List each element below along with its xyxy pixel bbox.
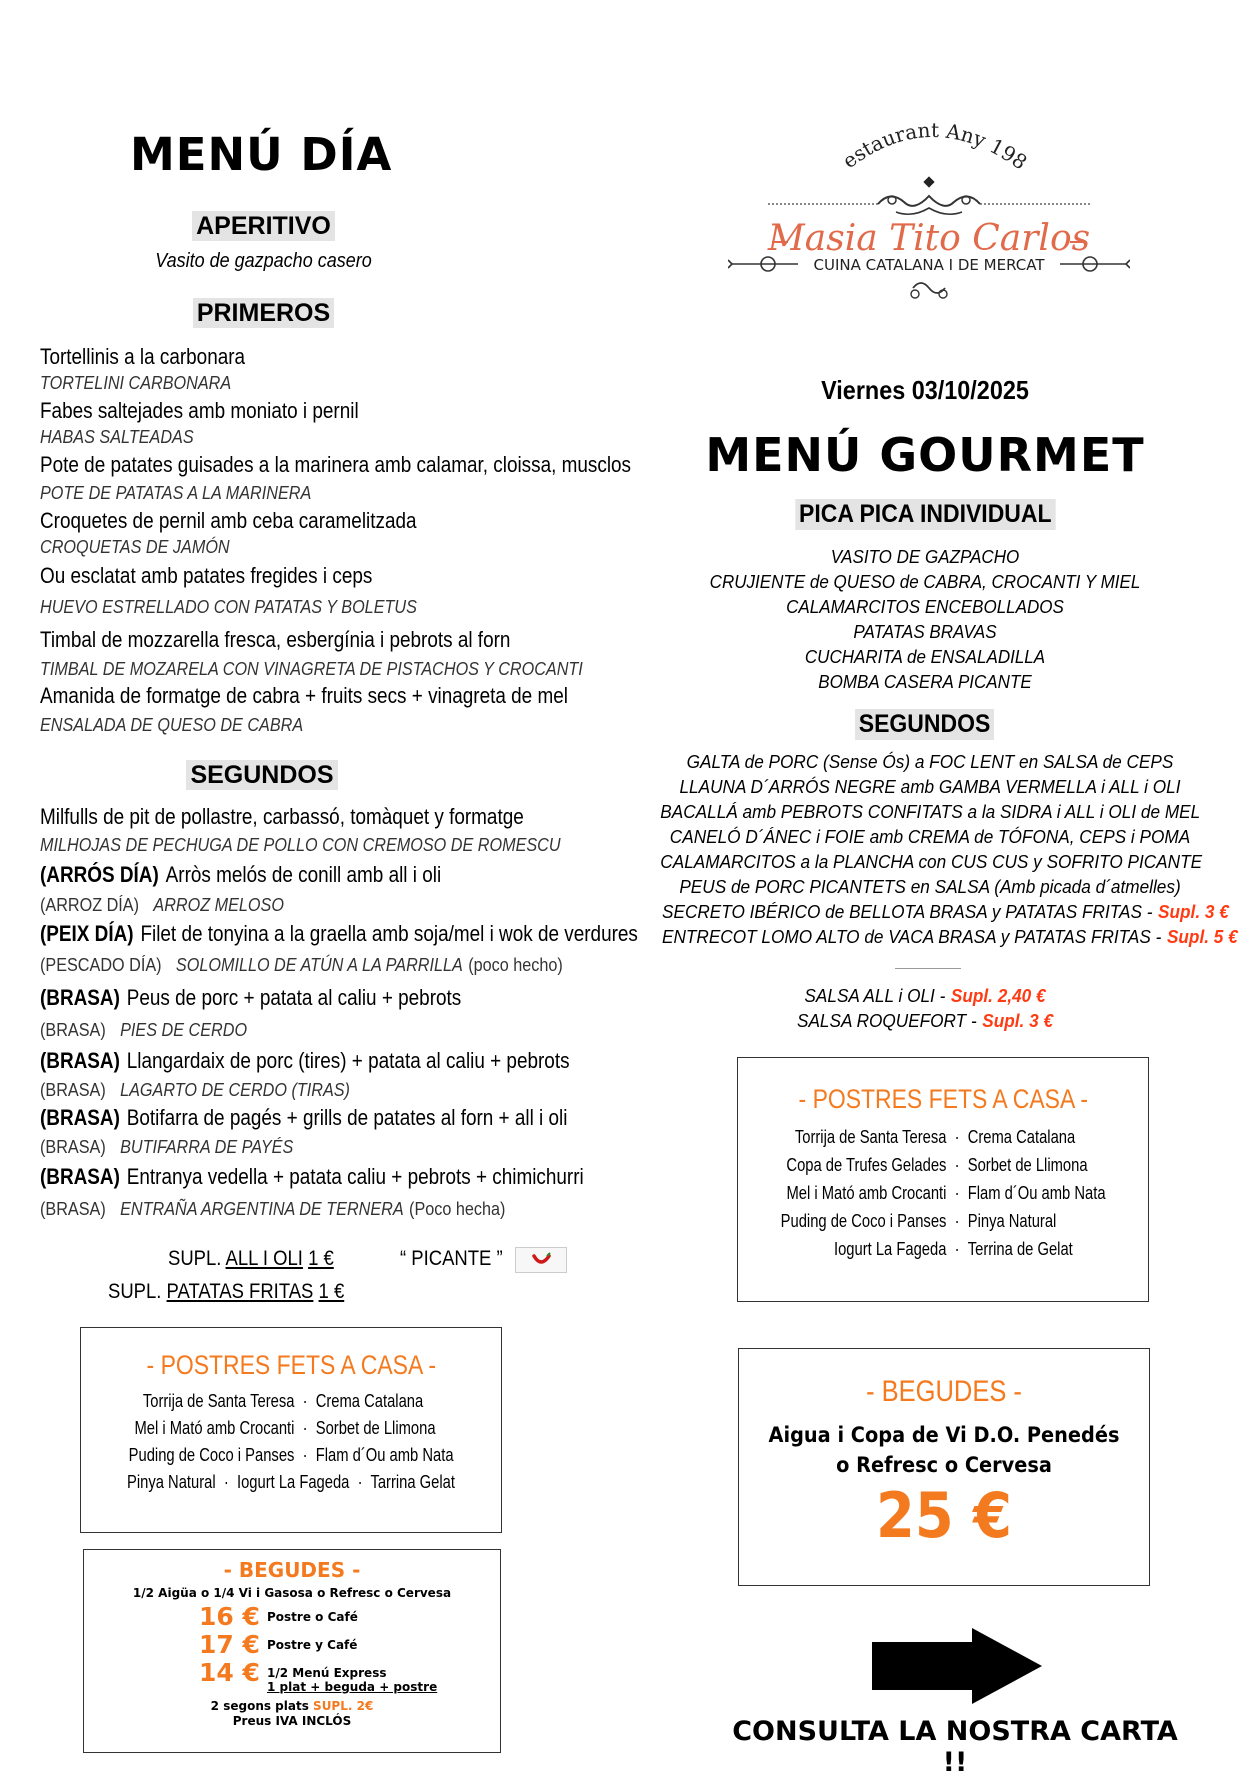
separator-dot: · [954,1211,960,1231]
left-begudes-box [83,1549,501,1753]
right-begudes-line2: o Refresc o Cervesa [836,1453,1052,1477]
postre-item: Torrija de Santa Teresa [794,1127,947,1147]
price-desc: Postre y Café [267,1638,358,1652]
menu-dia-title: MENÚ DÍA [130,128,393,181]
supl-prefix: SUPL. [108,1280,162,1303]
primero-name: Croquetes de pernil amb ceba caramelitzada [40,508,417,533]
supl-item-patatas: PATATAS FRITAS [166,1280,314,1303]
pica-item: CUCHARITA de ENSALADILLA [804,646,1046,667]
gourmet-segundo-item [660,826,1199,848]
gourmet-segundo-item [662,926,1238,948]
segundo-name [40,1105,567,1131]
segundo-tag: (BRASA) [40,1164,120,1189]
segundo-name [40,921,638,947]
right-postres-title: - POSTRES FETS A CASA - [798,1084,1088,1114]
primero-translation: TIMBAL DE MOZARELA CON VINAGRETA DE PISTACHOS Y CROCANTI [40,659,583,679]
right-postres-box [737,1057,1149,1302]
gourmet-segundo-supl: Supl. 5 € [1166,926,1238,947]
gourmet-segundos-heading: SEGUNDOS [855,709,994,740]
segundo-tag: (BRASA) [40,1048,120,1073]
left-begudes-footer2: Preus IVA INCLÓS [232,1714,352,1728]
segundo-translation-tag: (ARROZ DÍA) [40,895,139,915]
primero-name: Fabes saltejades amb moniato i pernil [40,398,359,423]
pica-heading: PICA PICA INDIVIDUAL [795,499,1055,530]
gourmet-segundo-item [660,751,1199,773]
consulta-carta: CONSULTA LA NOSTRA CARTA !! [732,1716,1178,1778]
gourmet-segundo-supl: Supl. 3 € [1158,901,1229,922]
segundo-translation-text: LAGARTO DE CERDO (TIRAS) [120,1080,350,1100]
pica-item: CRUJIENTE de QUESO de CABRA, CROCANTI Y MIEL [709,571,1141,592]
segundo-dish: Filet de tonyina a la graella amb soja/mel i wok de verdures [140,921,638,946]
postre-item: Copa de Trufes Gelades [786,1155,947,1175]
left-postres-title: - POSTRES FETS A CASA - [146,1350,436,1380]
right-arrow-icon [868,1628,1044,1704]
salsa-item [706,1010,1143,1032]
primero-name: Tortellinis a la carbonara [40,344,246,369]
menu-gourmet-title: MENÚ GOURMET [705,428,1145,482]
gourmet-segundo-item [660,851,1203,873]
logo-subtitle: CUINA CATALANA I DE MERCAT [813,256,1045,274]
gourmet-segundo-item [662,901,1229,923]
segundo-dish: Arròs melós de conill amb all i oli [165,862,442,887]
segundo-translation-text: ARROZ MELOSO [153,895,284,915]
price-row [199,1603,500,1631]
right-postres-grid [781,1127,1106,1260]
postre-item: Tarrina Gelat [370,1472,455,1492]
gourmet-segundo-text: BACALLÁ amb PEBROTS CONFITATS a la SIDRA i ALL i OLI de MEL [660,801,1201,822]
menu-price: 16 € [199,1602,260,1631]
salsa-supl: Supl. 2,40 € [950,985,1046,1006]
postre-item: Pinya Natural [127,1472,216,1492]
postre-item: Sorbet de Llimona [315,1418,436,1438]
segundo-name [40,804,524,830]
restaurant-logo [728,112,1130,312]
segundo-dish: Peus de porc + patata al caliu + pebrots [126,985,462,1010]
postre-item: Torrija de Santa Teresa [142,1391,295,1411]
segundo-translation-text: MILHOJAS DE PECHUGA DE POLLO CON CREMOSO DE ROMESCU [40,835,561,855]
postre-item: Puding de Coco i Panses [128,1445,295,1465]
segundo-dish: Entranya vedella + patata caliu + pebrots + chimichurri [126,1164,584,1189]
segundo-translation-text: SOLOMILLO DE ATÚN A LA PARRILLA [175,955,463,975]
separator-dot: · [302,1445,308,1465]
segundo-tag: (BRASA) [40,1105,120,1130]
postre-item: Puding de Coco i Panses [780,1211,947,1231]
price-desc-wrap [267,1603,358,1624]
menu-date: Viernes 03/10/2025 [821,375,1029,405]
separator-dot: · [954,1155,960,1175]
separator-dot: · [954,1239,960,1259]
postre-item: Terrina de Gelat [967,1239,1073,1259]
supl-prefix: SUPL. [168,1247,222,1270]
postre-item: Mel i Mató amb Crocanti [786,1183,947,1203]
gourmet-segundo-text: LLAUNA D´ARRÓS NEGRE amb GAMBA VERMELLA i ALL i OLI [679,776,1181,797]
left-postres-box [80,1327,502,1533]
primero-name: Timbal de mozzarella fresca, esbergínia i pebrots al forn [40,627,511,652]
segundo-tag: (PEIX DÍA) [40,921,134,946]
supl-price: 1 € [308,1247,334,1270]
segundo-name [40,1048,570,1074]
left-begudes-title: - BEGUDES - [223,1558,361,1582]
chili-icon [515,1247,567,1273]
aperitivo-heading: APERITIVO [192,211,335,241]
price-desc: 1/2 Menú Express [267,1666,387,1680]
segundo-name [40,1164,584,1190]
primero-translation: POTE DE PATATAS A LA MARINERA [40,483,312,503]
segundo-tag: (BRASA) [40,985,120,1010]
aperitivo-section [0,212,527,241]
segundo-translation [40,835,561,856]
gourmet-segundo-text: CALAMARCITOS a la PLANCHA con CUS CUS y SOFRITO PICANTE [660,851,1203,872]
postre-item: Iogurt La Fageda [833,1239,947,1259]
segundo-name [40,862,441,888]
segundo-translation [40,1080,350,1101]
gourmet-segundo-item [660,876,1199,898]
segundo-translation-tag: (PESCADO DÍA) [40,955,162,975]
segundo-translation [40,955,563,976]
left-postres-grid [129,1391,454,1466]
primeros-heading: PRIMEROS [193,298,334,328]
segundo-translation-tag: (BRASA) [40,1199,106,1219]
segundo-dish: Milfulls de pit de pollastre, carbassó, tomàquet y formatge [40,804,524,829]
segundo-translation-note: (poco hecho) [468,955,563,975]
left-begudes-subtitle: 1/2 Aigüa o 1/4 Vi i Gasosa o Refresc o Cervesa [132,1586,452,1600]
supl-all-i-oli [168,1247,334,1271]
segundo-translation-text: ENTRAÑA ARGENTINA DE TERNERA [120,1199,404,1219]
primero-name: Pote de patates guisades a la marinera amb calamar, cloissa, musclos [40,452,632,477]
postre-item: Crema Catalana [315,1391,424,1411]
postre-item: Mel i Mató amb Crocanti [134,1418,295,1438]
footer-supl: SUPL. 2€ [313,1699,374,1713]
primero-translation: CROQUETAS DE JAMÓN [40,537,230,557]
price-row [199,1631,500,1659]
segundo-translation [40,1137,293,1158]
postre-item: Sorbet de Llimona [967,1155,1088,1175]
svg-text:Restaurant Any 1982 [728,112,1032,174]
right-begudes-box [738,1348,1150,1586]
salsa-text: SALSA ROQUEFORT - [796,1010,977,1031]
salsa-item [706,985,1143,1007]
postre-item: Crema Catalana [967,1127,1076,1147]
right-begudes-line1: Aigua i Copa de Vi D.O. Penedés [768,1423,1120,1447]
right-begudes-title: - BEGUDES - [866,1375,1022,1408]
primero-translation: ENSALADA DE QUESO DE CABRA [40,715,304,735]
separator-dot: · [954,1183,960,1203]
primero-name: Amanida de formatge de cabra + fruits secs + vinagreta de mel [40,683,568,708]
picante-label: “ PICANTE ” [400,1247,503,1270]
postre-item: Flam d´Ou amb Nata [967,1183,1106,1203]
pica-item: PATATAS BRAVAS [853,621,997,642]
segundo-name [40,985,461,1011]
separator-dot: · [302,1418,308,1438]
pica-item: BOMBA CASERA PICANTE [818,671,1032,692]
primero-translation: HABAS SALTEADAS [40,427,194,447]
menu-price: 17 € [199,1630,260,1659]
salsa-supl: Supl. 3 € [982,1010,1054,1031]
segundo-translation-note: (Poco hecha) [409,1199,506,1219]
logo-arc-text: estaurant Any 198 [837,117,1032,175]
postre-item: Iogurt La Fageda [236,1472,350,1492]
price-row [199,1659,500,1693]
logo-name: Masia Tito Carlos [767,218,1091,259]
menu-price: 14 € [199,1658,260,1687]
postre-item: Flam d´Ou amb Nata [315,1445,454,1465]
primero-translation: HUEVO ESTRELLADO CON PATATAS Y BOLETUS [40,597,417,617]
supl-patatas [108,1280,344,1304]
right-menu-price: 25 € [876,1479,1012,1552]
segundo-translation-tag: (BRASA) [40,1137,106,1157]
segundo-tag: (ARRÓS DÍA) [40,862,159,887]
separator-dot: · [302,1391,308,1411]
segundo-translation [40,895,284,916]
gourmet-segundo-text: CANELÓ D´ÁNEC i FOIE amb CREMA de TÓFONA, CEPS i POMA [669,826,1191,847]
segundo-translation-tag: (BRASA) [40,1080,106,1100]
pica-item: VASITO DE GAZPACHO [830,546,1020,567]
segundo-dish: Llangardaix de porc (tires) + patata al caliu + pebrots [126,1048,570,1073]
separator-dot: · [954,1127,960,1147]
price-desc-extra: 1 plat + beguda + postre [267,1680,438,1694]
gourmet-segundo-text: GALTA de PORC (Sense Ós) a FOC LENT en SALSA de CEPS [686,751,1174,772]
supl-price: 1 € [318,1280,345,1303]
pica-item: CALAMARCITOS ENCEBOLLADOS [786,596,1064,617]
gourmet-segundo-item [660,776,1199,798]
price-desc-wrap [267,1659,437,1694]
price-desc: Postre o Café [267,1610,358,1624]
gourmet-segundo-text: ENTRECOT LOMO ALTO de VACA BRASA y PATATAS FRITAS - [662,926,1162,947]
footer-text: 2 segons plats [210,1699,309,1713]
supl-item-all-i-oli: ALL I OLI [225,1247,303,1270]
gourmet-segundo-text: PEUS de PORC PICANTETS en SALSA (Amb picada d´atmelles) [679,876,1181,897]
salsa-text: SALSA ALL i OLI - [804,985,946,1006]
primero-translation: TORTELINI CARBONARA [40,373,232,393]
segundo-translation [40,1020,247,1041]
primero-name: Ou esclatat amb patates fregides i ceps [40,563,373,588]
gourmet-segundo-text: SECRETO IBÉRICO de BELLOTA BRASA y PATATAS FRITAS - [662,901,1153,922]
left-begudes-footer1 [84,1699,500,1713]
postre-item: Pinya Natural [967,1211,1057,1231]
segundo-dish: Botifarra de pagés + grills de patates al forn + all i oli [126,1105,568,1130]
price-desc-wrap [267,1631,357,1652]
left-postres-last-row: Pinya Natural · Iogurt La Fageda · Tarrina Gelat [127,1472,455,1492]
segundo-translation-tag: (BRASA) [40,1020,106,1040]
segundos-heading: SEGUNDOS [186,760,337,790]
gourmet-segundo-item [660,801,1199,823]
divider [895,968,961,969]
segundo-translation-text: BUTIFARRA DE PAYÉS [120,1137,294,1157]
segundo-translation [40,1199,505,1220]
segundo-translation-text: PIES DE CERDO [120,1020,248,1040]
left-price-list [84,1603,500,1693]
aperitivo-item: Vasito de gazpacho casero [155,250,372,272]
